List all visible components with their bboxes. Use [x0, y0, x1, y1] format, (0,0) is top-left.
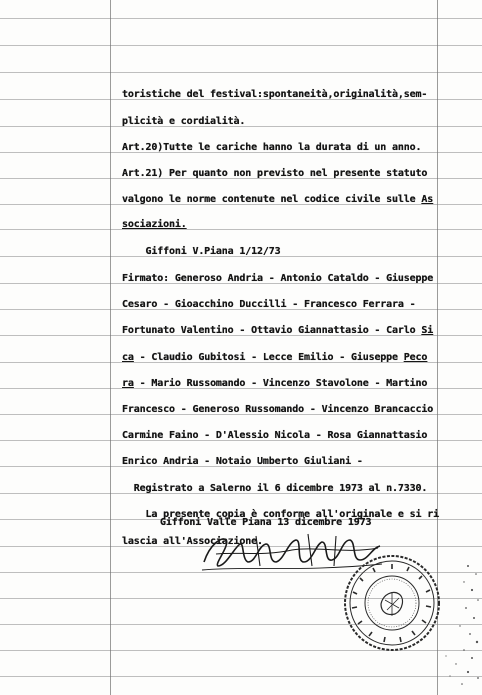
text-line: La presente copia è conforme all'originale e si ri: [122, 509, 440, 520]
text-line: toristiche del festival:spontaneità,originalità,sem-: [122, 89, 428, 100]
scan-noise: [420, 560, 482, 690]
text-line: ca - Claudio Gubitosi - Lecce Emilio - Giuseppe Peco: [122, 352, 428, 363]
text-line: Carmine Faino - D'Alessio Nicola - Rosa Giannattasio: [122, 430, 428, 441]
place-date-line: Giffoni Valle Piana 13 dicembre 1973: [160, 517, 372, 528]
text-line: Francesco - Generoso Russomando - Vincenzo Brancaccio: [122, 404, 434, 415]
text-line: valgono le norme contenute nel codice civile sulle As: [122, 194, 434, 205]
text-line: Firmato: Generoso Andria - Antonio Cataldo - Giuseppe: [122, 273, 434, 284]
text-line: Art.20)Tutte le cariche hanno la durata di un anno.: [122, 142, 422, 153]
left-margin-line: [110, 0, 111, 695]
text-line: sociazioni.: [122, 219, 187, 230]
text-line: Art.21) Per quanto non previsto nel presente statuto: [122, 168, 428, 179]
text-line: Cesaro - Gioacchino Duccilli - Francesco Ferrara -: [122, 299, 416, 310]
text-line: Fortunato Valentino - Ottavio Giannattasio - Carlo Si: [122, 325, 434, 336]
text-line: Registrato a Salerno il 6 dicembre 1973 al n.7330.: [122, 483, 428, 494]
text-line: lascia all'Associazione.: [122, 536, 263, 547]
text-line: Enrico Andria - Notaio Umberto Giuliani -: [122, 456, 363, 467]
text-line: ra - Mario Russomando - Vincenzo Stavolone - Martino: [122, 378, 428, 389]
text-line: Giffoni V.Piana 1/12/73: [122, 246, 281, 257]
text-line: plicità e cordialità.: [122, 116, 246, 127]
